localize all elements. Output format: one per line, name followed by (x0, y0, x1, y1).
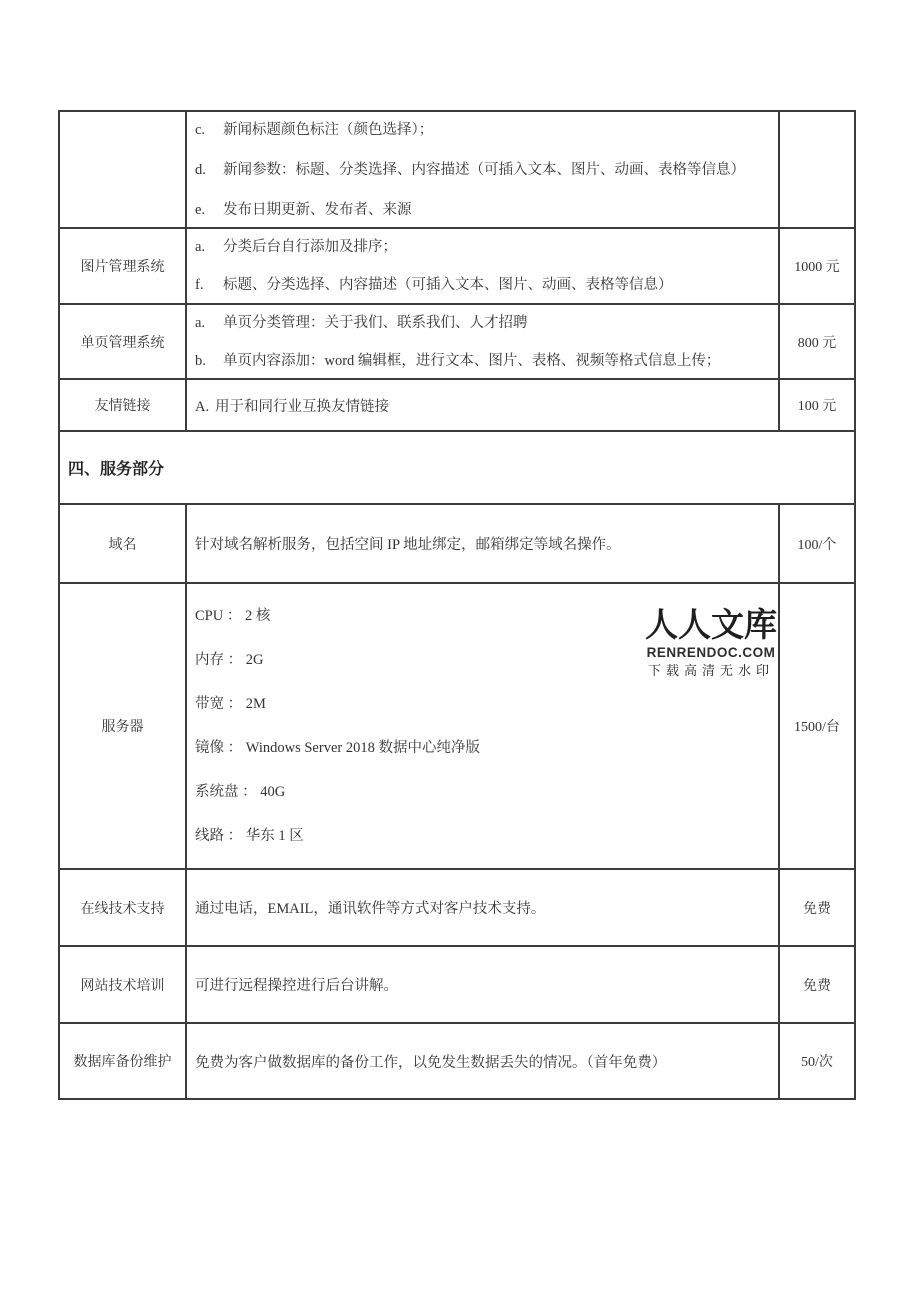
list-text: 线路 ： 华东 1 区 (195, 828, 304, 844)
spec-line (195, 682, 766, 726)
row-label (60, 112, 187, 227)
list-item (195, 533, 766, 554)
row-description (187, 305, 778, 378)
list-text: 用于和同行业互换友情链接 (215, 398, 389, 415)
list-item (195, 342, 766, 380)
list-text: 单页内容添加：word 编辑框，进行文本、图片、表格、视频等格式信息上传； (223, 352, 721, 369)
list-item (195, 304, 766, 342)
list-item (195, 150, 766, 190)
list-item (195, 974, 766, 995)
list-item (195, 110, 766, 150)
spec-line (195, 726, 766, 770)
row-description (187, 380, 778, 430)
table-row-domain (60, 503, 854, 582)
watermark-domain-text: RENRENDOC.COM (646, 645, 776, 660)
row-description (187, 112, 778, 227)
section-title-service-part (60, 430, 854, 503)
row-description (187, 229, 778, 303)
pricing-table (58, 110, 856, 1100)
row-price (778, 112, 854, 227)
list-item (195, 190, 766, 230)
watermark (645, 610, 777, 677)
list-text: CPU ： 2 核 (195, 608, 271, 624)
list-text: 新闻参数：标题、分类选择、内容描述（可插入文本、图片、动画、表格等信息） (223, 161, 745, 178)
row-label: 域名 (60, 505, 187, 582)
list-text: 可进行远程操控进行后台讲解。 (195, 978, 398, 994)
list-marker: A. (195, 398, 210, 415)
list-marker: e. (195, 201, 206, 218)
list-text: 镜像 ： Windows Server 2018 数据中心纯净版 (195, 740, 480, 756)
row-label: 图片管理系统 (60, 229, 187, 303)
list-text: 通过电话，EMAIL，通讯软件等方式对客户技术支持。 (195, 901, 546, 917)
list-text: 系统盘 ： 40G (195, 784, 286, 800)
row-price: 100/个 (778, 505, 854, 582)
list-item (195, 228, 766, 266)
spec-line (195, 814, 766, 858)
row-price: 免费 (778, 947, 854, 1022)
table-row-news-continued (60, 112, 854, 227)
row-description (187, 505, 778, 582)
row-description (187, 947, 778, 1022)
row-label: 服务器 (60, 584, 187, 868)
list-item (195, 1051, 766, 1072)
table-row-tech-training (60, 945, 854, 1022)
row-label: 友情链接 (60, 380, 187, 430)
list-marker: a. (195, 314, 206, 331)
list-marker: d. (195, 161, 206, 178)
table-row-singlepage-system (60, 303, 854, 378)
row-description (187, 870, 778, 945)
row-price: 100 元 (778, 380, 854, 430)
list-item (195, 395, 766, 416)
list-text: 免费为客户做数据库的备份工作，以免发生数据丢失的情况。（首年免费） (195, 1054, 667, 1071)
section-title-text: 四、服务部分 (68, 461, 165, 478)
table-row-picture-system (60, 227, 854, 303)
table-row-tech-support (60, 868, 854, 945)
list-item (195, 897, 766, 918)
list-text: 带宽 ： 2M (195, 696, 266, 712)
row-price: 1500/台 (778, 584, 854, 868)
list-text: 分类后台自行添加及排序； (223, 239, 397, 255)
list-marker: b. (195, 352, 206, 369)
list-marker: c. (195, 121, 206, 138)
row-label: 在线技术支持 (60, 870, 187, 945)
row-label: 单页管理系统 (60, 305, 187, 378)
row-price: 50/次 (778, 1024, 854, 1098)
list-marker: a. (195, 239, 206, 255)
row-price: 1000 元 (778, 229, 854, 303)
watermark-tagline-text: 下载高清无水印 (647, 662, 774, 678)
table-row-db-backup (60, 1022, 854, 1098)
row-label: 数据库备份维护 (60, 1024, 187, 1098)
list-text: 针对域名解析服务，包括空间 IP 地址绑定，邮箱绑定等域名操作。 (195, 537, 621, 553)
row-price: 免费 (778, 870, 854, 945)
list-text: 发布日期更新、发布者、来源 (223, 201, 412, 218)
list-marker: f. (195, 277, 204, 293)
list-text: 标题、分类选择、内容描述（可插入文本、图片、动画、表格等信息） (223, 277, 673, 293)
list-item (195, 266, 766, 304)
list-text: 内存 ： 2G (195, 652, 264, 668)
watermark-brand-logo: 人人文库 (645, 608, 777, 644)
row-description (187, 1024, 778, 1098)
row-label: 网站技术培训 (60, 947, 187, 1022)
table-row-friendly-links (60, 378, 854, 430)
list-text: 新闻标题颜色标注（颜色选择）； (223, 121, 434, 138)
list-text: 单页分类管理：关于我们、联系我们、人才招聘 (223, 314, 528, 331)
spec-line (195, 770, 766, 814)
row-price: 800 元 (778, 305, 854, 378)
